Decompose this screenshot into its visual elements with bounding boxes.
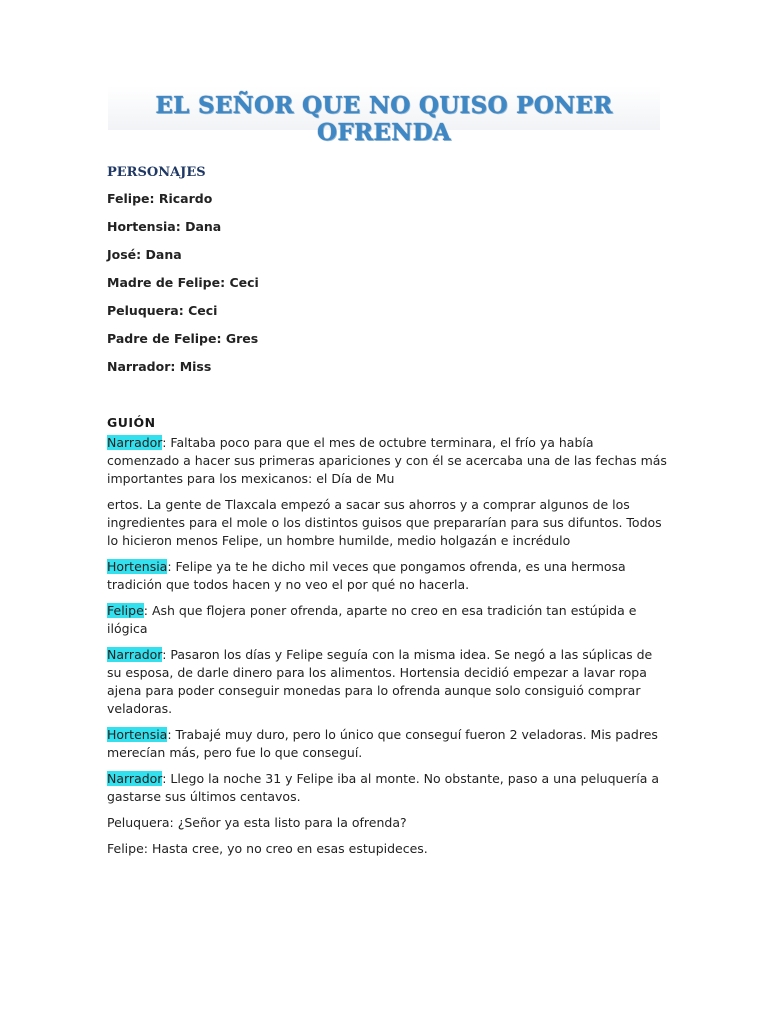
- cast-item: Peluquera: Ceci: [107, 303, 218, 318]
- paragraph-text: : Felipe ya te he dicho mil veces que pongamos ofrenda, es una hermosa tradición que todos hacen y no veo el por qué no hacerla.: [107, 559, 626, 592]
- paragraph-text: : Ash que flojera poner ofrenda, aparte no creo en esa tradición tan estúpida e ilógica: [107, 603, 637, 636]
- speaker-highlight: Felipe: [107, 603, 144, 618]
- paragraph-text: : Faltaba poco para que el mes de octubre terminara, el frío ya había comenzado a hacer sus primeras apariciones y con él se acercaba una de las fechas más importantes para los mexicanos: el Día de Mu: [107, 435, 667, 486]
- script-paragraph: [107, 840, 667, 858]
- paragraph-text: Felipe: Hasta cree, yo no creo en esas estupideces.: [107, 841, 428, 856]
- cast-item: Hortensia: Dana: [107, 219, 222, 234]
- script-paragraph: [107, 770, 667, 806]
- document-title: EL SEÑOR QUE NO QUISO PONER OFRENDA: [155, 92, 613, 146]
- script-paragraph: [107, 646, 667, 718]
- paragraph-text: : Llego la noche 31 y Felipe iba al monte. No obstante, paso a una peluquería a gastarse sus últimos centavos.: [107, 771, 660, 804]
- script-paragraph: [107, 602, 667, 638]
- script-body: [107, 434, 667, 858]
- cast-list: [107, 190, 667, 376]
- paragraph-text: : Trabajé muy duro, pero lo único que conseguí fueron 2 veladoras. Mis padres merecían más, pero fue lo que conseguí.: [107, 727, 658, 760]
- document-body: [107, 165, 667, 866]
- guion-heading: GUIÓN: [107, 415, 156, 430]
- speaker-highlight: Narrador: [107, 647, 163, 662]
- script-paragraph: [107, 496, 667, 550]
- cast-item: Narrador: Miss: [107, 359, 212, 374]
- cast-item: Padre de Felipe: Gres: [107, 331, 259, 346]
- speaker-highlight: Hortensia: [107, 559, 168, 574]
- script-paragraph: [107, 434, 667, 488]
- script-paragraph: [107, 726, 667, 762]
- script-paragraph: [107, 558, 667, 594]
- cast-item: Felipe: Ricardo: [107, 191, 213, 206]
- speaker-highlight: Narrador: [107, 435, 163, 450]
- cast-item: Madre de Felipe: Ceci: [107, 275, 259, 290]
- paragraph-text: : Pasaron los días y Felipe seguía con la misma idea. Se negó a las súplicas de su esposa, de darle dinero para los alimentos. Hortensia decidió empezar a lavar ropa ajena para poder conseguir monedas para lo ofrenda aunque solo consiguió comprar veladoras.: [107, 647, 653, 716]
- paragraph-text: Peluquera: ¿Señor ya esta listo para la ofrenda?: [107, 815, 407, 830]
- speaker-highlight: Hortensia: [107, 727, 168, 742]
- personajes-heading: PERSONAJES: [107, 165, 206, 180]
- paragraph-text: ertos. La gente de Tlaxcala empezó a sacar sus ahorros y a comprar algunos de los ingredientes para el mole o los distintos guisos que prepararían para sus difuntos. Todos lo hicieron menos Felipe, un hombre humilde, medio holgazán e incrédulo: [107, 497, 662, 548]
- speaker-highlight: Narrador: [107, 771, 163, 786]
- cast-item: José: Dana: [107, 247, 182, 262]
- title-banner: [108, 86, 660, 146]
- script-paragraph: [107, 814, 667, 832]
